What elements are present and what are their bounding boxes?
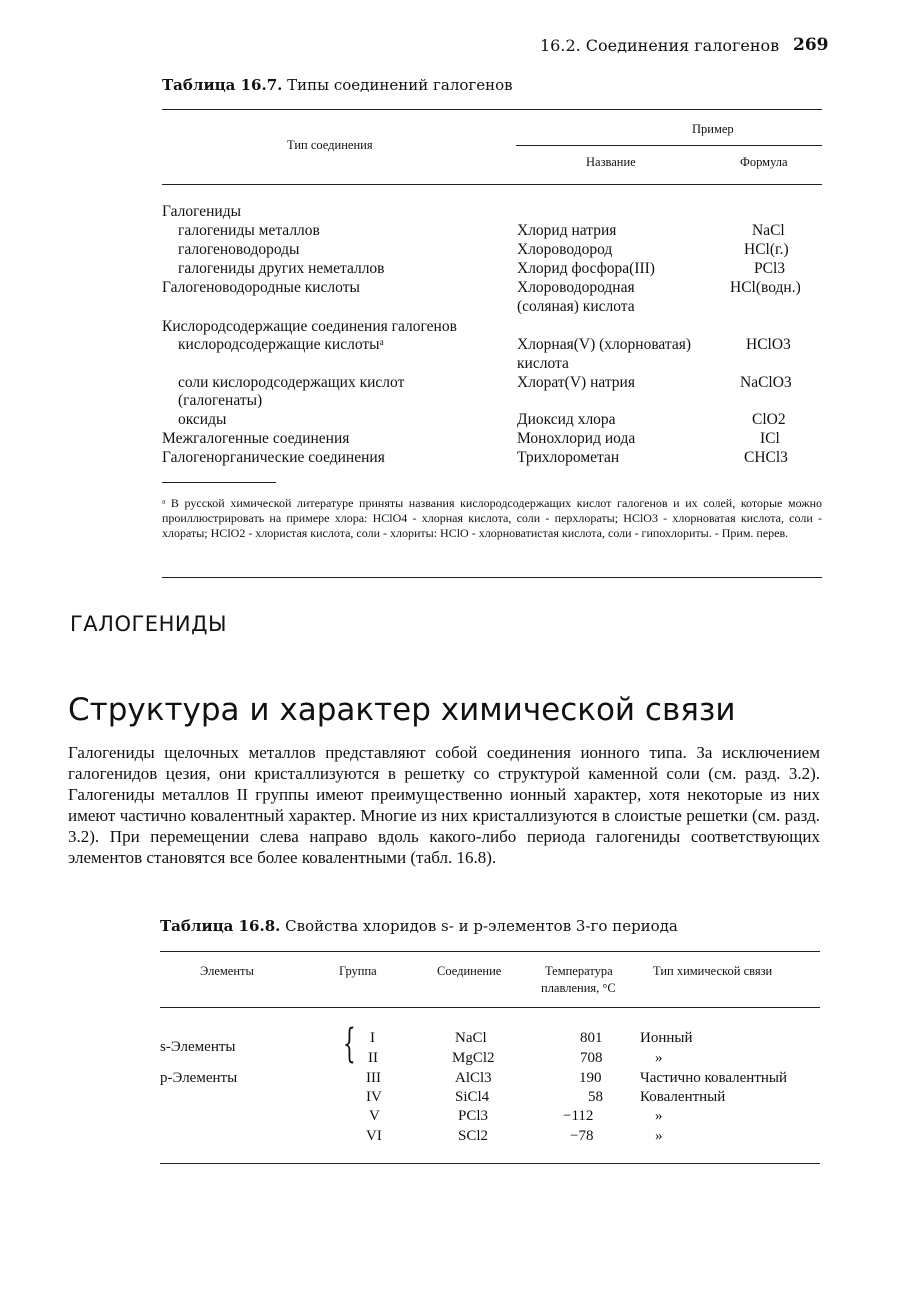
table-row-name: кислота <box>517 355 569 372</box>
table-row-formula: HClO3 <box>746 336 791 353</box>
running-header-section: 16.2. Соединения галогенов <box>540 36 780 55</box>
table-row-temp: 58 <box>588 1089 603 1105</box>
table-row-group: VI <box>366 1128 382 1144</box>
table-row-compound: NaCl <box>455 1030 487 1046</box>
table-row-formula: PCl3 <box>754 260 786 277</box>
table-row-formula: HCl(г.) <box>744 241 789 258</box>
table-16-7-label: Таблица 16.7. <box>162 76 283 94</box>
table-row-group: IV <box>366 1089 382 1105</box>
table-row-formula: CHCl3 <box>744 449 788 466</box>
page-number: 269 <box>793 35 829 55</box>
table-row-type: галогениды других неметаллов <box>178 260 385 277</box>
table-row-formula: NaClO3 <box>740 374 792 391</box>
table-row-name: Хлорная(V) (хлорноватая) <box>517 336 692 353</box>
col-header-example: Пример <box>692 122 734 136</box>
group-brace: { <box>343 1021 356 1067</box>
table-16-7-caption <box>162 76 513 94</box>
table-16-8-caption <box>160 917 678 935</box>
table-row-bond: Ионный <box>640 1030 693 1046</box>
table-row-name: Хлорид фосфора(III) <box>517 260 655 277</box>
table-row-temp: −112 <box>563 1108 594 1124</box>
table-footnote: ᵃ В русской химической литературе приняты названия кислородсодержащих кислот галогенов и их солей, которые можно проиллюстрировать на примере хлора: HClO4 - хлорная кислота, соли - перхлораты; HClO3 - хлорноватая кислота, соли - хлораты; HClO2 - хлористая кислота, соли - хлориты: HClO - хлорноватистая кислота, соли - гипохлориты. - Прим. перев. <box>162 496 822 540</box>
table-row-name: (соляная) кислота <box>517 298 635 315</box>
table-row-type: галогеноводороды <box>178 241 300 258</box>
table-row-group: II <box>368 1050 378 1066</box>
body-paragraph: Галогениды щелочных металлов представляют собой соединения ионного типа. За исключением галогенидов цезия, они кристаллизуются в решетку со структурой каменной соли (см. разд. 3.2). Галогениды металлов II группы имеют преимущественно ионный характер, хотя некоторые из них имеют частично ковалентный характер. Многие из них кристаллизуются в слоистые решетки (см. разд. 3.2). При перемещении слева направо вдоль какого-либо периода галогениды соответствующих элементов становятся все более ковалентными (табл. 16.8). <box>68 743 820 867</box>
col-header-temp-2: плавления, °С <box>541 981 616 995</box>
col-header-formula: Формула <box>740 155 788 169</box>
table2-bottom-rule <box>160 1163 820 1164</box>
table-row-name: Хлороводородная <box>517 279 635 296</box>
table-row-name: Монохлорид иода <box>517 430 636 447</box>
table-row-name: Хлорат(V) натрия <box>517 374 635 391</box>
table-row-type: Межгалогенные соединения <box>162 430 350 447</box>
table-row-group: V <box>369 1108 380 1124</box>
table-row-bond: » <box>655 1050 663 1066</box>
col-header-temp-1: Температура <box>545 964 613 978</box>
header-bottom-rule <box>162 184 822 185</box>
table-row-compound: SCl2 <box>458 1128 489 1144</box>
table-row-bond: Частично ковалентный <box>640 1070 788 1086</box>
table-row-bond: Ковалентный <box>640 1089 726 1105</box>
table-row-name: Трихлорометан <box>517 449 620 466</box>
table-top-rule <box>162 109 822 110</box>
table-row-group: III <box>366 1070 381 1086</box>
table-row-element: p-Элементы <box>160 1070 238 1086</box>
table-row-temp: 708 <box>580 1050 603 1066</box>
table-row-type: галогениды металлов <box>178 222 320 239</box>
table-row-type: Кислородсодержащие соединения галогенов <box>162 318 457 335</box>
footnote-rule <box>162 482 276 483</box>
section-heading: ГАЛОГЕНИДЫ <box>70 612 228 636</box>
table-row-formula: HCl(водн.) <box>730 279 801 296</box>
table-row-group: I <box>370 1030 375 1046</box>
col-header-elements: Элементы <box>200 964 254 978</box>
table-row-name: Хлорид натрия <box>517 222 617 239</box>
table2-header-rule <box>160 1007 820 1008</box>
table-row-type: Галогениды <box>162 203 241 220</box>
table-row-compound: AlCl3 <box>455 1070 492 1086</box>
col-header-type: Тип соединения <box>287 138 373 152</box>
table-row-name: Хлороводород <box>517 241 613 258</box>
header-sub-rule <box>516 145 822 146</box>
table-row-type: Галогенорганические соединения <box>162 449 385 466</box>
table-row-formula: ClO2 <box>752 411 786 428</box>
table-row-formula: NaCl <box>752 222 785 239</box>
table-row-type: оксиды <box>178 411 227 428</box>
table-row-compound: MgCl2 <box>452 1050 495 1066</box>
table-row-type: кислородсодержащие кислотыᵃ <box>178 336 384 353</box>
table-16-8-title: Свойства хлоридов s- и p-элементов 3-го периода <box>285 917 678 935</box>
table-row-type: (галогенаты) <box>178 392 263 409</box>
table-row-bond: » <box>655 1108 663 1124</box>
table2-top-rule <box>160 951 820 952</box>
table-16-8-label: Таблица 16.8. <box>160 917 281 935</box>
table-row-temp: −78 <box>570 1128 594 1144</box>
table-row-compound: PCl3 <box>458 1108 489 1124</box>
table-row-type: соли кислородсодержащих кислот <box>178 374 405 391</box>
col-header-compound: Соединение <box>437 964 502 978</box>
table-row-temp: 190 <box>579 1070 602 1086</box>
table-row-element: s-Элементы <box>160 1039 236 1055</box>
table-row-temp: 801 <box>580 1030 603 1046</box>
table-row-type: Галогеноводородные кислоты <box>162 279 360 296</box>
table-row-formula: ICl <box>760 430 780 447</box>
col-header-bond: Тип химической связи <box>653 964 773 978</box>
table-row-bond: » <box>655 1128 663 1144</box>
table-row-name: Диоксид хлора <box>517 411 616 428</box>
col-header-name: Название <box>586 155 636 169</box>
table-16-7-title: Типы соединений галогенов <box>287 76 513 94</box>
col-header-group: Группа <box>339 964 377 978</box>
table-row-compound: SiCl4 <box>455 1089 490 1105</box>
table-bottom-rule <box>162 577 822 578</box>
subsection-title: Структура и характер химической связи <box>68 692 736 728</box>
